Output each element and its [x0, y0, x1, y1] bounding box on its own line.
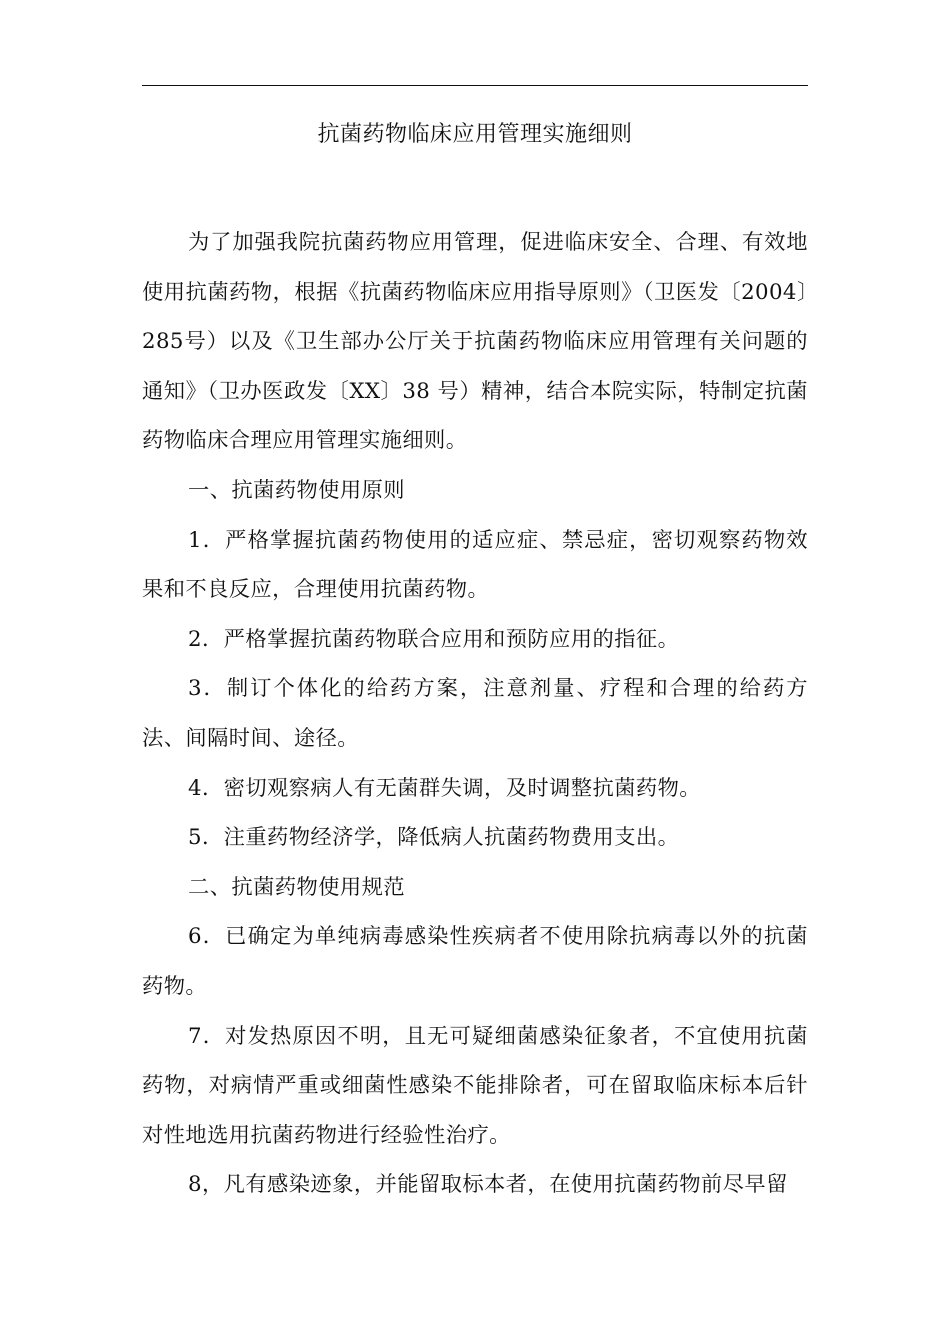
list-item-2: 2．严格掌握抗菌药物联合应用和预防应用的指征。 — [188, 626, 680, 652]
section-heading-norms: 二、抗菌药物使用规范 — [188, 874, 405, 900]
list-item-1: 1．严格掌握抗菌药物使用的适应症、禁忌症，密切观察药物效果和不良反应，合理使用抗菌药物。 — [142, 527, 808, 603]
document-title: 抗菌药物临床应用管理实施细则 — [317, 122, 633, 147]
list-item-4: 4．密切观察病人有无菌群失调，及时调整抗菌药物。 — [188, 775, 701, 801]
document-body — [142, 218, 808, 1210]
list-item-3: 3．制订个体化的给药方案，注意剂量、疗程和合理的给药方法、间隔时间、途径。 — [142, 676, 808, 751]
intro-paragraph: 为了加强我院抗菌药物应用管理，促进临床安全、合理、有效地使用抗菌药物，根据《抗菌药物临床应用指导原则》（卫医发〔2004〕285号）以及《卫生部办公厅关于抗菌药物临床应用管理有关问题的通知》（卫办医政发〔XX〕38 号）精神，结合本院实际，特制定抗菌药物临床合理应用管理实施细则。 — [142, 230, 808, 454]
list-item-8: 8，凡有感染迹象，并能留取标本者，在使用抗菌药物前尽早留 — [188, 1172, 788, 1198]
list-item-7: 7．对发热原因不明，且无可疑细菌感染征象者，不宜使用抗菌药物，对病情严重或细菌性感染不能排除者，可在留取临床标本后针对性地选用抗菌药物进行经验性治疗。 — [142, 1023, 808, 1148]
list-item-5: 5．注重药物经济学，降低病人抗菌药物费用支出。 — [188, 825, 680, 851]
section-heading-principles: 一、抗菌药物使用原则 — [188, 477, 405, 503]
list-item-6: 6．已确定为单纯病毒感染性疾病者不使用除抗病毒以外的抗菌药物。 — [142, 924, 808, 999]
header-rule — [142, 85, 808, 86]
